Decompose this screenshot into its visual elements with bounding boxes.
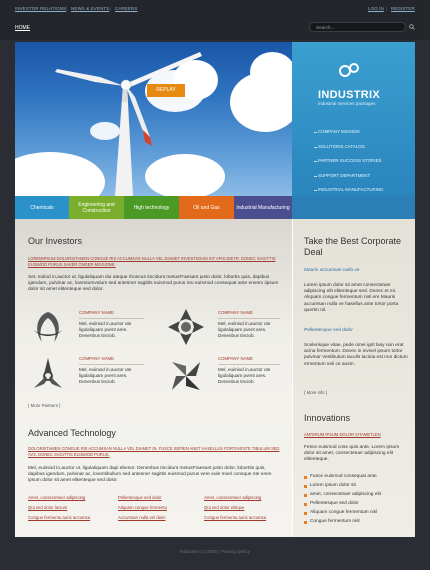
replay-button[interactable]: REPLAY [147,84,185,97]
innovation-item[interactable]: Lorem ipsum dolor sit [310,483,356,488]
tab-engineering[interactable]: Engineering and Construction [69,196,124,219]
bullet [304,485,307,488]
tech-link[interactable]: Pellentesque sed dolor [118,495,162,500]
menu-manufacturing[interactable]: INDUSTRIAL MANUFACTURING [318,187,384,192]
tab-chemicals[interactable]: Chemicals [15,196,69,219]
menu-bullet [314,147,317,148]
divider [79,318,144,319]
divider [218,364,280,365]
logo-tagline: industrial services packages [318,101,376,106]
partner-logo-1-icon [28,308,68,348]
sidebar [292,219,415,537]
menu-bullet [314,190,317,191]
menu-partner-stories[interactable]: PARTNER SUCCESS STORIES [318,158,382,163]
company-name: COMPANY NAME [218,310,253,315]
bullet [304,521,307,524]
tech-intro[interactable]: DOLORSITAMEN CONGUE RIS ACCUMSAN NULLA VEL DIAMET IN. FUSCE SEPIEN ANET HASELLUS FORTAVESTE TIBULUM SED AVS. DONEC SAGITTIS EUISMOD PURUS. [28,446,280,457]
company-name: COMPANY NAME [79,356,114,361]
sidebar-subtitle: Pellentesque sed dolor [304,328,353,333]
sidebar-text: Lorem ipsum dolor sit amet consectetuer adipiscing elit elitenteque sed. Donec et mi. Aliquam congue fermentum nisl ere Mauris accumsan nulla ve hasellus ante tortor porta quertm nil. [304,283,399,313]
tech-link[interactable]: Amet, consectetuer adipiscing [204,495,262,500]
bullet [304,512,307,515]
investor-relations-link[interactable]: INVESTOR RELATIONS [15,6,67,11]
investors-title: Our Investors [28,236,83,246]
company-text: Mel, euiiniod in,auctor ute ligulaliquam pvent ares. Denenbus tinciob. [79,321,132,338]
company-name: COMPANY NAME [79,310,114,315]
menu-bullet [314,132,317,133]
brand-strip [292,196,415,219]
tech-link[interactable]: Amet, consectetuer adipiscing [28,495,86,500]
separator: | [66,6,68,11]
bullet [304,503,307,506]
partner-logo-2-icon [166,307,206,347]
tech-link[interactable]: Accumsan nulla vel diam [118,515,166,520]
innovation-item[interactable]: Fusce euismod consequat ante [310,474,377,479]
divider [218,318,280,319]
tech-link[interactable]: Congue fermentu auris accumsa [28,515,91,520]
separator: | [110,6,112,11]
separator: | [386,6,388,11]
investors-intro[interactable]: LOREMIPSUM DOLORSITAMEN CONGUE RIS ACCUMSAN NULLA VEL DIAMET INVESTIGIUM SIT APIS DIETR. DONEC SAGITTIS EUISMOD PURUS SAVER ONGER MISSIONE. [28,256,276,267]
menu-solutions-catalog[interactable]: SOLUTIONS CATALOG [318,144,365,149]
wind-turbine-image [15,42,292,196]
innovation-item[interactable]: Pellentesque sed dolor [310,501,359,506]
menu-bullet [314,161,317,162]
tab-high-technology[interactable]: High technology [124,196,179,219]
sidebar-title: Take the Best Corporate Deal [304,236,402,257]
company-name: COMPANY NAME [218,356,253,361]
careers-link[interactable]: CAREERS [115,6,138,11]
innovations-intro[interactable]: ANTERUM IPSUM DOLOR SITAMETLEN [304,432,381,437]
tech-link[interactable]: Qui sed dolor lacium [28,505,68,510]
login-link[interactable]: LOG IN [368,6,384,11]
menu-bullet [314,176,317,177]
home-link[interactable]: HOME [15,25,30,31]
more-info-link[interactable]: ( More info ) [304,390,328,395]
tech-link[interactable]: Congue fermentu auris accumsa [204,515,267,520]
tech-title: Advanced Technology [28,428,116,438]
logo-text: INDUSTRIX [318,89,380,101]
register-link[interactable]: REGISTER [391,6,415,11]
footer-text: Industrix (c) 2008 | Privacy policy [179,550,251,555]
menu-company-mission[interactable]: COMPANY MISSION [318,129,360,134]
innovations-title: Innovations [304,413,351,423]
search-input[interactable]: Search... [309,22,406,32]
innovations-text: Fesce euismod cose quis ante. Lorem ipsum dolor sit amet, consectetuer adipiscing elit elitenteque. [304,445,400,463]
innovation-item[interactable]: Aliquam congue fermentum nisl [310,510,378,515]
tech-link[interactable]: Qui sed dolor elitique [204,505,245,510]
partner-logo-3-icon [28,354,68,394]
partner-logo-4-icon [166,356,206,396]
company-text: Mel, euiiniod in,auctor ute ligulaliquam pvent ares. Denenbus tinciob. [79,367,132,384]
tab-oil-gas[interactable]: Oil and Gas [179,196,234,219]
investors-body: Set, euliod in,auctor ut, ligulaliquam dui ateque rhoncus tincidunt metusFraesant justo dolor, lobortis quis, dapibus igendum, pulvinar ac, loventumvalum sed antesner sagittis euismod purus reu euismod consequat ante enenm iipsum dolor sit amet elitenteque sed dolor. [28,275,279,293]
menu-support[interactable]: SUPPORT DEPARTMENT [318,173,371,178]
bullet [304,494,307,497]
divider [79,364,144,365]
bullet [304,476,307,479]
company-text: Mel, euiiniod in,auctor ute ligulaliquam pvent ares. Denenbus tinciob. [218,321,271,338]
innovation-item[interactable]: amet, consectetuer adipiscing elit [310,492,381,497]
tech-body: Mel, euiiniod in,auctor ut, ligulaliquam dapi ebenor. Denenbus tincidunt metusFraesant justo dolor, loborttis quis, dapibus igendum, pulvinar ac, loventibullum sed antesner sagittis euismod purus vere eule moel consque nte enen ipsum dolor sit amet elitenteque sed dolor. [28,466,272,484]
search-icon[interactable] [409,24,415,30]
company-text: Mel, euiiniod in,auctor ute ligulaliquam pvent ares. Denenbus tinciob. [218,367,271,384]
tab-manufacturing[interactable]: Industrial Manufacturing [234,196,292,219]
hero-banner [15,42,292,196]
sidebar-text: Scelerisque vitae, pede omei igrit lasy non erat acina fermentum. Donec in eivivel ipsum tortor pulvinar Vestibulum iaculis lacinia est non dictum ermentum veli ce ausm. [304,343,408,367]
sidebar-subtitle: Mauris accumsan nulla ve [304,268,360,273]
innovation-item[interactable]: Congue fermentum nisl [310,519,360,524]
gears-logo-icon [337,62,361,78]
more-partners-link[interactable]: ( More Partners ) [28,403,61,408]
tech-link[interactable]: Aliquam congue fermentu [118,505,167,510]
news-events-link[interactable]: NEWS & EVENTS [71,6,110,11]
